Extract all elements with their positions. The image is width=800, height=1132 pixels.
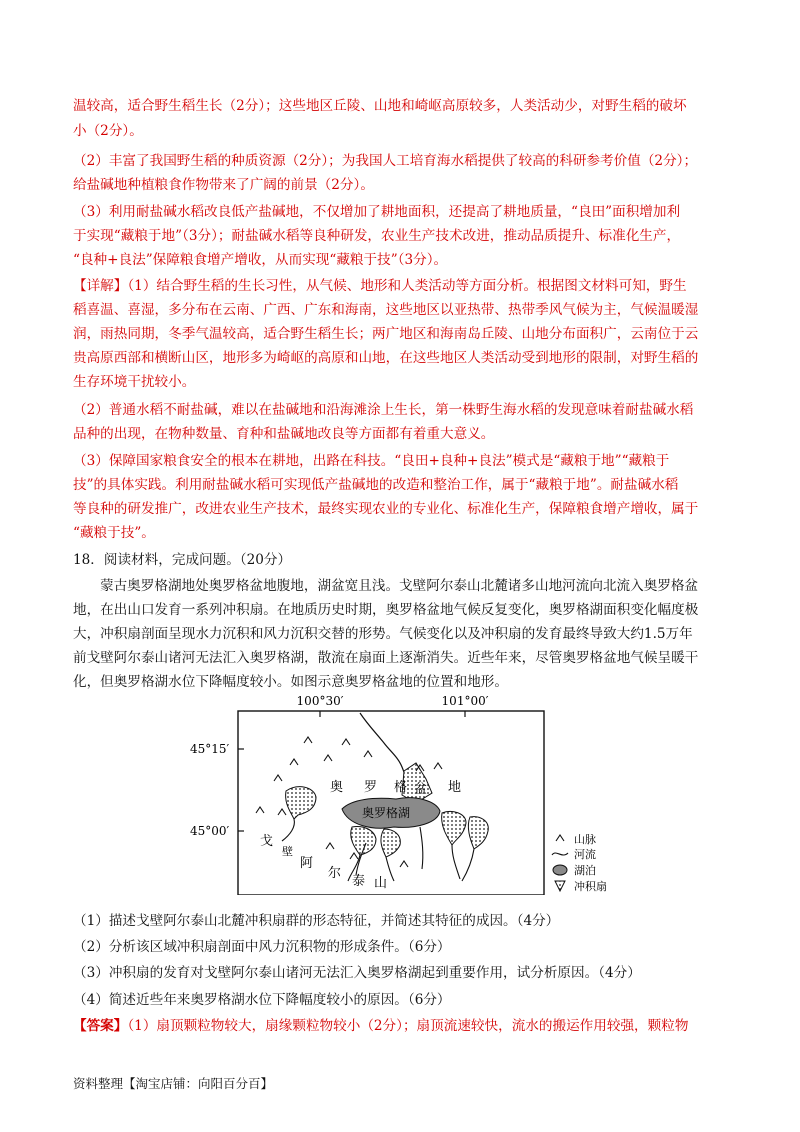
- answer-line: 温较高，适合野生稻生长（2分）；这些地区丘陵、山地和崎岖高原较多，人类活动少，对野生稻的破坏: [73, 98, 687, 114]
- lake-icon: [553, 865, 567, 875]
- subquestion: （1）描述戈壁阿尔泰山北麓冲积扇群的形态特征，并简述其特征的成因。（4分）: [73, 913, 560, 929]
- mountain-char: 壁: [282, 845, 293, 858]
- longitude-label: 101°00′: [441, 695, 489, 708]
- explanation-line: 品种的出现，在物种数量、育种和盐碱地改良等方面都有着重大意义。: [73, 426, 495, 442]
- longitude-label: 100°30′: [296, 695, 344, 708]
- answer-line: （2）丰富了我国野生稻的种质资源（2分）；为我国人工培育海水稻提供了较高的科研参考价值（2分）；: [73, 153, 698, 169]
- answer-line: 于实现“藏粮于地”（3分）；耐盐碱水稻等良种研发，农业生产技术改进，推动品质提升、标准化生产，: [73, 228, 681, 244]
- alluvial-fan: [468, 817, 488, 849]
- basin-char: 罗: [364, 780, 378, 795]
- subquestion: （2）分析该区域冲积扇剖面中风力沉积物的形成条件。（6分）: [73, 939, 451, 955]
- mountain-char: 山: [374, 876, 388, 891]
- answer-line: 小（2分）。: [73, 123, 143, 139]
- legend-label: 湖泊: [574, 864, 596, 877]
- explanation-line: 贵高原西部和横断山区，地形多为崎岖的高原和山地，在这些地区人类活动受到地形的限制，对野生稻的: [73, 350, 699, 366]
- mountain-char: 尔: [328, 866, 342, 881]
- explanation-line: （3）保障国家粮食安全的根本在耕地，出路在科技。“良田+良种+良法”模式是“藏粮于地”“藏粮于: [73, 453, 670, 469]
- alluvial-fan: [381, 829, 400, 857]
- legend-label: 河流: [574, 848, 596, 861]
- mountain-char: 阿: [300, 856, 314, 871]
- basin-char: 格: [394, 780, 408, 795]
- subquestion: （4）简述近些年来奥罗格湖水位下降幅度较小的原因。（6分）: [73, 992, 451, 1008]
- material-line: 大，冲积扇剖面呈现水力沉积和风力沉积交替的形势。气候变化以及冲积扇的发育最终导致大约1.5万年: [73, 626, 693, 642]
- orog-basin-map: [190, 695, 640, 895]
- material-line: 化，但奥罗格湖水位下降幅度较小。如图示意奥罗格盆地的位置和地形。: [73, 674, 508, 690]
- explanation-line: （2）普通水稻不耐盐碱，难以在盐碱地和沿海滩涂上生长，第一株野生海水稻的发现意味着耐盐碱水稻: [73, 402, 694, 418]
- latitude-label: 45°15′: [190, 742, 230, 756]
- legend-label: 山脉: [574, 833, 596, 846]
- map-legend: [552, 833, 607, 893]
- basin-char: 奥: [330, 780, 344, 795]
- basin-char: 盆: [414, 782, 428, 797]
- alluvial-fan: [442, 811, 466, 845]
- answer-text: （1）扇顶颗粒物较大，扇缘颗粒物较小（2分）；扇顶流速较快，流水的搬运作用较强，颗粒物: [127, 1018, 689, 1034]
- mountain-icon: [556, 835, 564, 841]
- explanation-line: 【详解】（1）结合野生稻的生长习性，从气候、地形和人类活动等方面分析。根据图文材料可知，野生: [73, 278, 687, 294]
- latitude-label: 45°00′: [190, 824, 230, 838]
- river-icon: [552, 853, 568, 855]
- mountain-char: 戈: [260, 834, 274, 849]
- answer-line: （3）利用耐盐碱水稻改良低产盐碱地，不仅增加了耕地面积，还提高了耕地质量，“良田”面积增加利: [73, 204, 681, 220]
- mountain-char: 泰: [352, 874, 366, 889]
- material-line: 蒙古奥罗格湖地处奥罗格盆地腹地，湖盆宽且浅。戈壁阿尔泰山北麓诸多山地河流向北流入奥罗格盆: [100, 578, 699, 594]
- alluvial-fan: [286, 787, 316, 819]
- answer-line: 给盐碱地种植粮食作物带来了广阔的前景（2分）。: [73, 177, 374, 193]
- answer-line: [73, 1016, 733, 1036]
- explanation-line: 润，雨热同期，冬季气温较高，适合野生稻生长；两广地区和海南岛丘陵、山地分布面积广，云南位于云: [73, 326, 699, 342]
- explanation-line: 生存环境干扰较小。: [73, 374, 196, 390]
- subquestion: （3）冲积扇的发育对戈壁阿尔泰山诸河无法汇入奥罗格湖起到重要作用，试分析原因。（4分）: [73, 965, 641, 981]
- explanation-line: 等良种的研发推广，改进农业生产技术，最终实现农业的专业化、标准化生产，保障粮食增产增收，属于: [73, 501, 699, 517]
- explanation-line: “藏粮于技”。: [73, 525, 155, 541]
- question-title: 18．阅读材料，完成问题。（20分）: [73, 552, 292, 568]
- material-line: 前戈壁阿尔泰山诸河无法汇入奥罗格湖，散流在扇面上逐渐消失。近些年来，尽管奥罗格盆地气候呈暖干: [73, 650, 699, 666]
- footer: 资料整理【淘宝店铺：向阳百分百】: [73, 1076, 274, 1091]
- answer-line: “良种+良法”保障粮食增产增收，从而实现“藏粮于技”（3分）。: [73, 252, 448, 268]
- answer-label: 【答案】: [73, 1018, 128, 1034]
- explanation-line: 稻喜温、喜湿，多分布在云南、广西、广东和海南，这些地区以亚热带、热带季风气候为主，气候温暖湿: [73, 302, 699, 318]
- legend-label: 冲积扇: [574, 880, 607, 893]
- explanation-line: 技”的具体实践。利用耐盐碱水稻可实现低产盐碱地的改造和整治工作，属于“藏粮于地”。耐盐碱水稻: [73, 477, 679, 493]
- material-line: 地，在出山口发育一系列冲积扇。在地质历史时期，奥罗格盆地气候反复变化，奥罗格湖面积变化幅度极: [73, 602, 699, 618]
- basin-char: 地: [448, 780, 462, 795]
- fan-icon: [555, 881, 565, 891]
- lake-label: 奥罗格湖: [361, 806, 411, 820]
